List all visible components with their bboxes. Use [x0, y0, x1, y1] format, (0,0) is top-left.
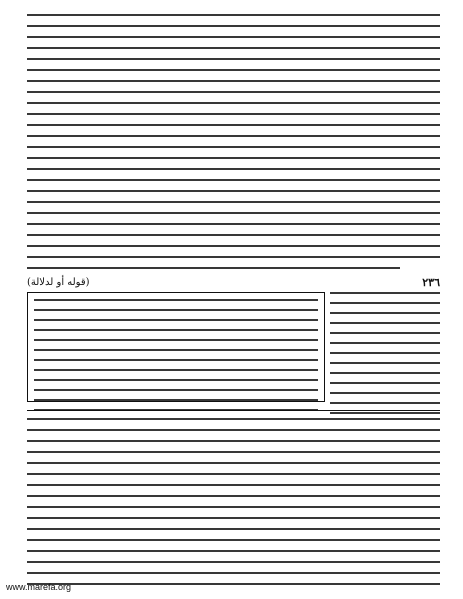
section-divider: [27, 410, 440, 411]
text-line: [34, 349, 318, 352]
text-line: [27, 212, 440, 215]
text-line: [27, 440, 440, 443]
text-line: [27, 47, 440, 50]
text-line: [27, 462, 440, 465]
text-line: [27, 25, 440, 28]
text-line: [34, 319, 318, 322]
text-line: [330, 382, 440, 385]
text-line: [330, 292, 440, 295]
text-line: [27, 80, 440, 83]
text-line: [330, 322, 440, 325]
text-line: [330, 412, 440, 415]
text-line: [27, 91, 440, 94]
text-line: [27, 58, 440, 61]
text-line: [27, 124, 440, 127]
boxed-text: [34, 299, 318, 419]
text-line: [27, 168, 440, 171]
boxed-commentary: [27, 292, 325, 402]
footer-site: www.marefa.org: [6, 582, 72, 592]
side-column: [330, 292, 440, 422]
text-line: [330, 372, 440, 375]
text-line: [27, 14, 440, 17]
text-line: [27, 234, 440, 237]
page-number: ٢٣٦: [422, 275, 440, 289]
text-line: [27, 267, 400, 270]
text-line: [34, 329, 318, 332]
text-line: [27, 561, 440, 564]
text-line: [27, 528, 440, 531]
text-line: [330, 342, 440, 345]
text-line: [27, 429, 440, 432]
text-line: [330, 352, 440, 355]
text-line: [34, 309, 318, 312]
text-line: [330, 332, 440, 335]
text-line: [27, 517, 440, 520]
text-line: [27, 256, 440, 259]
text-line: [27, 572, 440, 575]
text-line: [27, 418, 440, 421]
text-line: [34, 299, 318, 302]
text-line: [27, 245, 440, 248]
text-line: [27, 506, 440, 509]
text-line: [27, 495, 440, 498]
bottom-text-block: [27, 418, 440, 594]
text-line: [34, 339, 318, 342]
text-line: [27, 539, 440, 542]
text-line: [27, 190, 440, 193]
text-line: [34, 359, 318, 362]
page-header: [27, 274, 440, 290]
text-line: [27, 550, 440, 553]
text-line: [27, 36, 440, 39]
top-text-block: [27, 14, 440, 278]
text-line: [330, 402, 440, 405]
text-line: [27, 69, 440, 72]
text-line: [330, 392, 440, 395]
text-line: [27, 135, 440, 138]
text-line: [27, 146, 440, 149]
text-line: [34, 369, 318, 372]
text-line: [27, 157, 440, 160]
text-line: [34, 399, 318, 402]
text-line: [27, 223, 440, 226]
text-line: [27, 113, 440, 116]
text-line: [27, 451, 440, 454]
text-line: [330, 312, 440, 315]
text-line: [34, 389, 318, 392]
text-line: [34, 379, 318, 382]
text-line: [27, 102, 440, 105]
text-line: [330, 362, 440, 365]
text-line: [27, 583, 440, 586]
header-label: (قوله أو لدلالة): [27, 276, 90, 288]
text-line: [27, 473, 440, 476]
text-line: [27, 484, 440, 487]
text-line: [27, 201, 440, 204]
text-line: [27, 179, 440, 182]
text-line: [330, 302, 440, 305]
